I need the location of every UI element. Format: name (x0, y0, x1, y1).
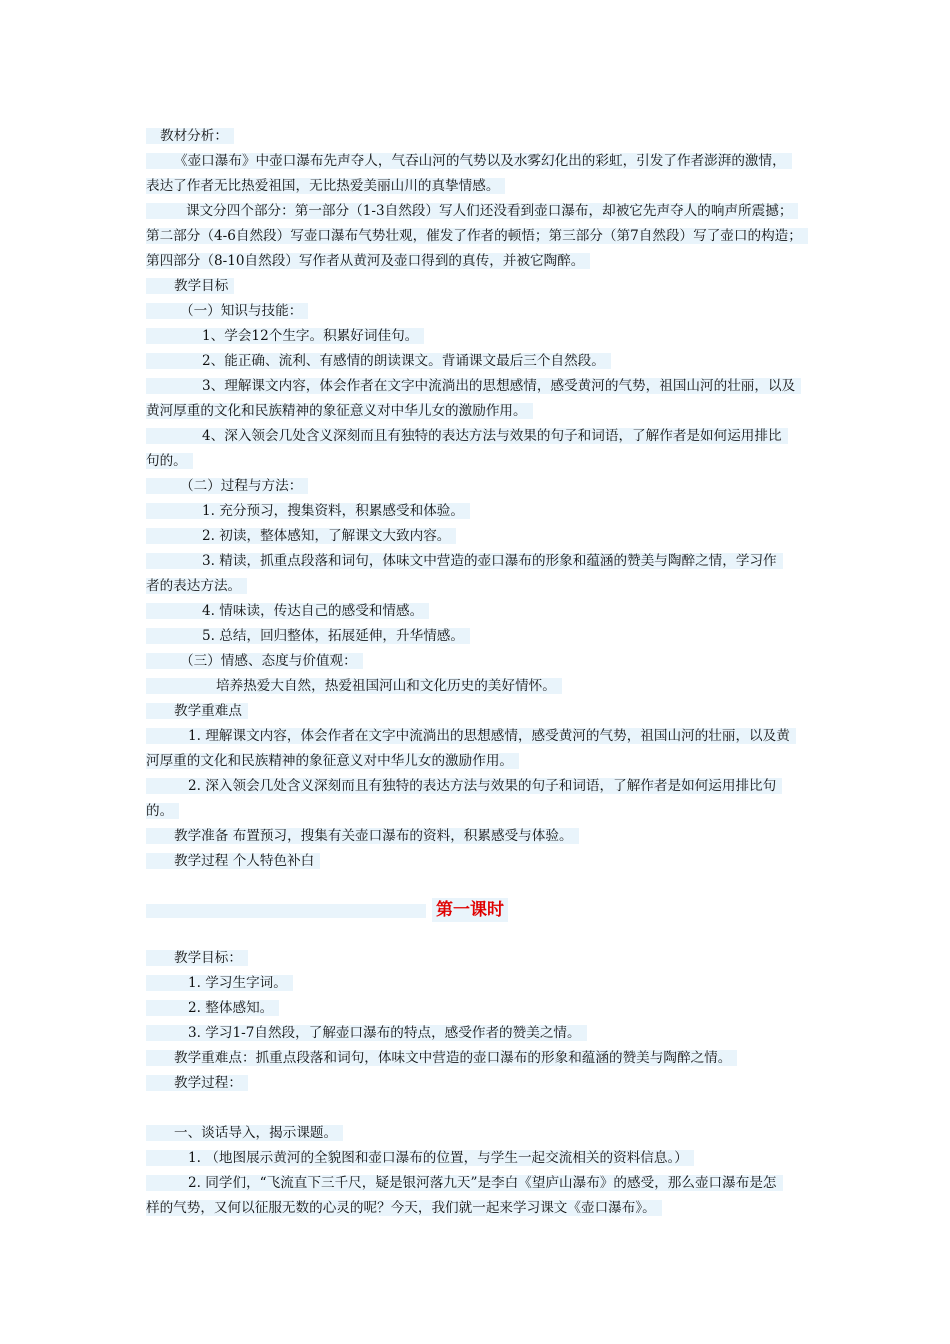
text-line-content: 第四部分（8-10自然段）写作者从黄河及壶口得到的真传，并被它陶醉。 (146, 253, 590, 269)
text-line (146, 276, 810, 296)
text-line-content: 1. 充分预习，搜集资料，积累感受和体验。 (146, 503, 470, 519)
text-line (146, 1073, 810, 1093)
section-title (146, 898, 810, 922)
text-line (146, 948, 810, 968)
text-line (146, 301, 810, 321)
text-line (146, 651, 810, 671)
text-line-content: 1. （地图展示黄河的全貌图和壶口瀑布的位置，与学生一起交流相关的资料信息。） (146, 1150, 694, 1166)
text-line-content: 教学重难点：抓重点段落和词句，体味文中营造的壶口瀑布的形象和蕴涵的赞美与陶醉之情。 (146, 1050, 737, 1066)
section-title-text: 第一课时 (432, 898, 508, 922)
text-line (146, 526, 810, 546)
text-line (146, 501, 810, 521)
text-line-content: 3. 精读，抓重点段落和词句，体味文中营造的壶口瀑布的形象和蕴涵的赞美与陶醉之情，学习作 (146, 553, 783, 569)
text-line-content: 教学目标： (146, 950, 248, 966)
text-line-content: 句的。 (146, 453, 193, 469)
text-line-content: （二）过程与方法： (146, 478, 308, 494)
text-line-content: 4. 情味读，传达自己的感受和情感。 (146, 603, 429, 619)
text-line-content: 2. 深入领会几处含义深刻而且有独特的表达方法与效果的句子和词语，了解作者是如何运用排比句 (146, 778, 782, 794)
text-line-content: 教学过程： (146, 1075, 248, 1091)
text-line (146, 676, 810, 696)
text-line (146, 826, 810, 846)
text-line-content: 4、深入领会几处含义深刻而且有独特的表达方法与效果的句子和词语，了解作者是如何运用排比 (146, 428, 788, 444)
text-line (146, 401, 810, 421)
text-line (146, 476, 810, 496)
text-line-content: 表达了作者无比热爱祖国，无比热爱美丽山川的真挚情感。 (146, 178, 505, 194)
text-line-content: 样的气势，又何以征服无数的心灵的呢？今天，我们就一起来学习课文《壶口瀑布》。 (146, 1200, 662, 1216)
text-line-content: 黄河厚重的文化和民族精神的象征意义对中华儿女的激励作用。 (146, 403, 533, 419)
text-line (146, 851, 810, 871)
text-line (146, 1048, 810, 1068)
text-line (146, 351, 810, 371)
text-line-content: 2. 初读，整体感知，了解课文大致内容。 (146, 528, 456, 544)
text-line (146, 601, 810, 621)
text-line-content: 河厚重的文化和民族精神的象征意义对中华儿女的激励作用。 (146, 753, 519, 769)
text-line-content: 3. 学习1-7自然段，了解壶口瀑布的特点，感受作者的赞美之情。 (146, 1025, 587, 1041)
text-line-content: 者的表达方法。 (146, 578, 247, 594)
text-line-content: 一、谈话导入，揭示课题。 (146, 1125, 343, 1141)
text-line-content: 1. 学习生字词。 (146, 975, 293, 991)
text-line-content: 第二部分（4-6自然段）写壶口瀑布气势壮观，催发了作者的顿悟；第三部分（第7自然段）写了壶口的构造； (146, 228, 808, 244)
text-line-content: 2. 整体感知。 (146, 1000, 279, 1016)
text-line-content: 教学过程 个人特色补白 (146, 853, 320, 869)
text-line (146, 751, 810, 771)
text-line (146, 998, 810, 1018)
text-line (146, 1123, 810, 1143)
text-line-content: 《壶口瀑布》中壶口瀑布先声夺人，气吞山河的气势以及水雾幻化出的彩虹，引发了作者澎湃的激情， (146, 153, 792, 169)
text-line-content: 2. 同学们，“飞流直下三千尺，疑是银河落九天”是李白《望庐山瀑布》的感受，那么壶口瀑布是怎 (146, 1175, 783, 1191)
text-line-content: 培养热爱大自然，热爱祖国河山和文化历史的美好情怀。 (146, 678, 562, 694)
text-line-content: 2、能正确、流利、有感情的朗读课文。背诵课文最后三个自然段。 (146, 353, 611, 369)
text-line-content: （三）情感、态度与价值观： (146, 653, 363, 669)
text-line (146, 1173, 810, 1193)
text-line-content: 1、学会12个生字。积累好词佳句。 (146, 328, 424, 344)
text-line (146, 1148, 810, 1168)
text-line (146, 226, 810, 246)
text-line (146, 251, 810, 271)
text-line-content: 教材分析： (146, 128, 234, 144)
text-line (146, 426, 810, 446)
text-line (146, 776, 810, 796)
text-line (146, 801, 810, 821)
text-line-content: 1. 理解课文内容，体会作者在文字中流淌出的思想感情，感受黄河的气势，祖国山河的壮丽，以及黄 (146, 728, 796, 744)
text-line (146, 626, 810, 646)
text-line-content: 3、理解课文内容，体会作者在文字中流淌出的思想感情，感受黄河的气势，祖国山河的壮丽，以及 (146, 378, 801, 394)
text-line (146, 151, 810, 171)
text-line (146, 176, 810, 196)
text-line (146, 451, 810, 471)
text-line-content: 课文分四个部分：第一部分（1-3自然段）写人们还没看到壶口瀑布，却被它先声夺人的响声所震撼； (146, 203, 798, 219)
text-line (146, 126, 810, 146)
text-line (146, 1023, 810, 1043)
text-line (146, 326, 810, 346)
text-line (146, 551, 810, 571)
title-highlight-bar (146, 904, 426, 918)
text-line-content: 5. 总结，回归整体，拓展延伸，升华情感。 (146, 628, 470, 644)
text-line (146, 1198, 810, 1218)
text-line-content: 教学准备 布置预习，搜集有关壶口瀑布的资料，积累感受与体验。 (146, 828, 579, 844)
text-line (146, 201, 810, 221)
text-line-content: 教学目标 (146, 278, 234, 294)
text-line (146, 576, 810, 596)
text-line (146, 701, 810, 721)
text-line (146, 726, 810, 746)
text-line (146, 376, 810, 396)
text-line-content: 教学重难点 (146, 703, 248, 719)
text-line (146, 973, 810, 993)
text-line-content: 的。 (146, 803, 179, 819)
text-line-content: （一）知识与技能： (146, 303, 308, 319)
